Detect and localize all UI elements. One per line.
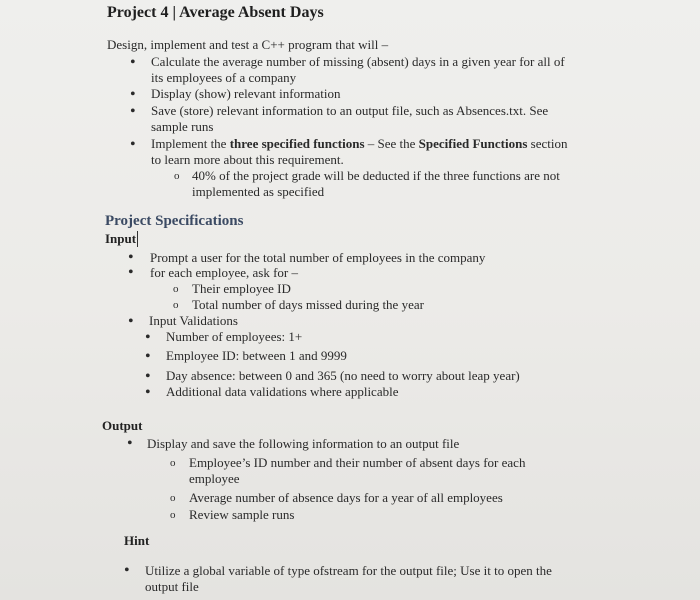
input-validations-line: Input Validations bbox=[149, 313, 238, 328]
bullet-icon: • bbox=[128, 264, 134, 281]
validation-day-absence: Day absence: between 0 and 365 (no need to worry about leap year) bbox=[166, 368, 520, 383]
implement-mid: – See the bbox=[364, 136, 419, 151]
circle-bullet-icon: o bbox=[174, 170, 180, 182]
implement-line-1 bbox=[151, 136, 567, 152]
bullet-icon: • bbox=[124, 562, 130, 579]
specs-heading: Project Specifications bbox=[105, 213, 244, 229]
bullet-icon: • bbox=[130, 103, 136, 120]
input-heading: Input bbox=[105, 231, 137, 246]
output-heading: Output bbox=[102, 418, 143, 433]
output-review-line: Review sample runs bbox=[189, 507, 295, 522]
validation-employees: Number of employees: 1+ bbox=[166, 329, 303, 344]
display-save-line: Display and save the following information to an output file bbox=[147, 436, 460, 451]
intro-text: Design, implement and test a C++ program that will – bbox=[107, 37, 389, 52]
three-functions-bold: three specified functions bbox=[229, 136, 365, 151]
deduct-line-1: 40% of the project grade will be deducted if the three functions are not bbox=[192, 168, 560, 183]
implement-post: section bbox=[527, 136, 568, 151]
output-average-line: Average number of absence days for a year of all employees bbox=[189, 490, 503, 505]
save-line-1: Save (store) relevant information to an output file, such as Absences.txt. See bbox=[151, 103, 549, 118]
implement-pre: Implement the bbox=[151, 136, 230, 151]
circle-bullet-icon: o bbox=[173, 299, 179, 311]
validation-employee-id: Employee ID: between 1 and 9999 bbox=[166, 348, 347, 363]
validation-additional: Additional data validations where applicable bbox=[166, 384, 399, 399]
circle-bullet-icon: o bbox=[170, 457, 176, 469]
bullet-icon: • bbox=[130, 86, 136, 103]
circle-bullet-icon: o bbox=[170, 492, 176, 504]
bullet-icon: • bbox=[145, 384, 151, 401]
calc-line-1: Calculate the average number of missing (absent) days in a given year for all of bbox=[151, 54, 565, 69]
hint-heading: Hint bbox=[124, 533, 150, 548]
hint-line-2: output file bbox=[145, 579, 199, 594]
circle-bullet-icon: o bbox=[170, 509, 176, 521]
their-id-line: Their employee ID bbox=[192, 281, 291, 296]
implement-line-2: to learn more about this requirement. bbox=[151, 152, 344, 167]
bullet-icon: • bbox=[145, 368, 151, 385]
calc-line-2: its employees of a company bbox=[151, 70, 297, 85]
bullet-icon: • bbox=[130, 54, 136, 71]
output-id-line-2: employee bbox=[189, 471, 240, 486]
bullet-icon: • bbox=[130, 136, 136, 153]
bullet-icon: • bbox=[127, 435, 133, 452]
output-id-line-1: Employee’s ID number and their number of absent days for each bbox=[189, 455, 526, 470]
page-title: Project 4 | Average Absent Days bbox=[107, 4, 324, 21]
circle-bullet-icon: o bbox=[173, 283, 179, 295]
deduct-line-2: implemented as specified bbox=[192, 184, 325, 199]
bullet-icon: • bbox=[128, 313, 134, 330]
bullet-icon: • bbox=[145, 329, 151, 346]
for-each-line: for each employee, ask for – bbox=[150, 265, 298, 280]
specified-functions-bold: Specified Functions bbox=[418, 136, 528, 151]
bullet-icon: • bbox=[128, 249, 134, 266]
display-line: Display (show) relevant information bbox=[151, 86, 341, 101]
bullet-icon: • bbox=[145, 348, 151, 365]
prompt-line: Prompt a user for the total number of employees in the company bbox=[150, 250, 486, 265]
hint-line-1: Utilize a global variable of type ofstream for the output file; Use it to open the bbox=[145, 563, 552, 578]
save-line-2: sample runs bbox=[151, 119, 214, 134]
days-missed-line: Total number of days missed during the year bbox=[192, 297, 424, 312]
